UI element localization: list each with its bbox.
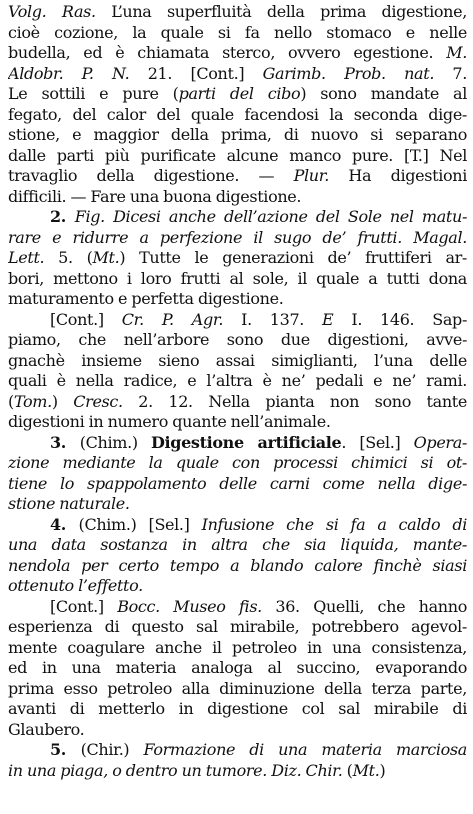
text-line — [8, 146, 467, 167]
text-line — [8, 23, 467, 44]
text-run: ( — [8, 391, 14, 411]
text-run: digestioni in numero quante nell’animale. — [8, 412, 331, 431]
text-line — [8, 248, 467, 269]
text-run: gnachè insieme sieno assai simiglianti, l’una delle — [8, 350, 467, 370]
text-run: Glaubero. — [8, 719, 85, 739]
text-run: (Chim.) — [79, 432, 151, 452]
text-line — [8, 597, 467, 618]
text-line — [8, 679, 467, 700]
italic-text: Mt. — [352, 760, 380, 780]
text-line — [8, 371, 467, 392]
text-run: 21. [Cont.] — [129, 63, 263, 83]
text-run: ) sono mandate al — [300, 84, 467, 103]
italic-text: zione mediante la quale con processi chimici si ot- — [8, 453, 467, 472]
italic-text: tiene lo spappolamento delle carni come nella dige- — [8, 473, 467, 493]
italic-text: rare e ridurre a perfezione il sugo de’ frutti. Magal. — [8, 227, 467, 247]
text-line — [8, 330, 467, 351]
italic-text: Bocc. Museo fis. — [117, 596, 262, 616]
text-line — [8, 453, 467, 474]
text-line — [8, 658, 467, 679]
italic-text: Infusione che si fa a caldo di — [201, 514, 467, 534]
italic-text: Garimb. Prob. nat. — [262, 63, 435, 83]
text-line — [8, 166, 467, 187]
text-line — [8, 494, 467, 515]
text-line — [8, 433, 467, 454]
text-line — [8, 2, 467, 23]
text-run: (Chir.) — [80, 740, 144, 759]
text-run: [Cont.] — [50, 309, 122, 329]
text-run: I. 146. Sap- — [333, 309, 467, 329]
italic-text: una data sostanza in altra che sia liquida, mante- — [8, 535, 467, 554]
text-run: 36. Quelli, che hanno — [261, 596, 467, 616]
text-run: quali è nella radice, e l’altra è ne’ pedali e ne’ rami. — [8, 371, 467, 390]
text-line — [8, 125, 467, 146]
text-line — [8, 740, 467, 761]
text-run: L’una superfluità della prima digestione, — [95, 2, 467, 21]
text-line — [8, 351, 467, 372]
italic-text: in una piaga, o dentro un tumore. Diz. Chir. — [8, 760, 343, 780]
italic-text: Formazione di una materia marciosa — [143, 740, 467, 759]
italic-text: Aldobr. P. N. — [8, 63, 130, 83]
text-line — [8, 576, 467, 597]
text-line — [8, 84, 467, 105]
text-run: maturamento e perfetta digestione. — [8, 289, 284, 308]
italic-text: Lett. — [8, 248, 45, 267]
text-run: [Cont.] — [50, 596, 118, 616]
text-run: travaglio della digestione. — — [8, 166, 294, 185]
text-run: prima esso petroleo alla diminuzione della terza parte, — [8, 678, 467, 698]
sense-number: 3. — [50, 432, 80, 452]
text-run: ) — [379, 760, 386, 780]
text-line — [8, 269, 467, 290]
text-line — [8, 638, 467, 659]
text-line — [8, 207, 467, 228]
text-line — [8, 699, 467, 720]
text-line — [8, 105, 467, 126]
italic-text: ottenuto l’effetto. — [8, 576, 143, 595]
text-line — [8, 187, 467, 208]
italic-text: Fig. Dicesi anche dell’azione del Sole nel matu- — [74, 207, 467, 226]
italic-text: Tom. — [13, 391, 52, 411]
text-run: Ha digestioni — [329, 166, 467, 185]
dictionary-entry-digestione — [8, 2, 467, 781]
italic-text: stione naturale. — [8, 494, 130, 513]
italic-text: Volg. Ras. — [8, 2, 96, 21]
italic-text: Cresc. — [73, 391, 123, 411]
text-line — [8, 310, 467, 331]
text-line — [8, 289, 467, 310]
italic-text: Mt. — [92, 248, 120, 267]
text-line — [8, 43, 467, 64]
text-run: mente coagulare anche il petroleo in una consistenza, — [8, 637, 467, 657]
text-run: cioè cozione, la quale si fa nello stomaco e nelle — [8, 22, 467, 42]
text-line — [8, 720, 467, 741]
text-run: ) — [51, 391, 74, 411]
text-line — [8, 412, 467, 433]
text-run: avanti di metterlo in digestione col sal mirabile di — [8, 699, 467, 718]
text-run: difficili. — Fare una buona digestione. — [8, 186, 302, 206]
text-line — [8, 617, 467, 638]
text-run: stione, e maggior della prima, di nuovo si separano — [8, 125, 467, 144]
italic-text: parti del cibo — [178, 84, 301, 103]
text-run: ) Tutte le generazioni de’ fruttiferi ar- — [119, 248, 467, 267]
italic-text: E — [322, 309, 334, 329]
text-run: 7. — [434, 63, 467, 83]
text-run: fegato, del calor del quale facendosi la seconda dige- — [8, 104, 467, 124]
text-run: esperienza di questo sal mirabile, potrebbero agevol- — [8, 617, 467, 636]
text-line — [8, 64, 467, 85]
text-run: I. 137. — [223, 309, 323, 329]
text-run: Le sottili e pure ( — [8, 84, 179, 103]
text-line — [8, 535, 467, 556]
text-run: . [Sel.] — [341, 432, 414, 452]
italic-text: Plur. — [293, 166, 330, 185]
text-line — [8, 392, 467, 413]
text-run: bori, mettono i loro frutti al sole, il quale a tutti dona — [8, 268, 467, 288]
bold-term: Digestione artificiale — [151, 432, 342, 452]
sense-number: 2. — [50, 207, 75, 226]
text-line — [8, 556, 467, 577]
text-run: ed in una materia analoga al succino, evaporando — [8, 658, 467, 677]
text-run: ( — [342, 760, 353, 780]
sense-number: 4. — [50, 514, 79, 534]
text-line — [8, 228, 467, 249]
text-run: piamo, che nell’arbore sono due digestioni, avve- — [8, 330, 467, 349]
italic-text: Cr. P. Agr. — [121, 309, 224, 329]
text-line — [8, 515, 467, 536]
text-run: (Chim.) [Sel.] — [78, 514, 202, 534]
text-line — [8, 761, 467, 782]
text-run: budella, ed è chiamata sterco, ovvero egestione. — [8, 43, 447, 62]
italic-text: nendola per certo tempo a blando calore finchè siasi — [8, 555, 467, 575]
sense-number: 5. — [50, 740, 81, 759]
italic-text: Opera- — [413, 432, 467, 452]
text-line — [8, 474, 467, 495]
text-run: 2. 12. Nella pianta non sono tante — [122, 391, 467, 411]
text-run: 5. ( — [44, 248, 93, 267]
italic-text: M. — [446, 43, 467, 62]
text-run: dalle parti più purificate alcune manco pure. [T.] Nel — [8, 145, 467, 165]
